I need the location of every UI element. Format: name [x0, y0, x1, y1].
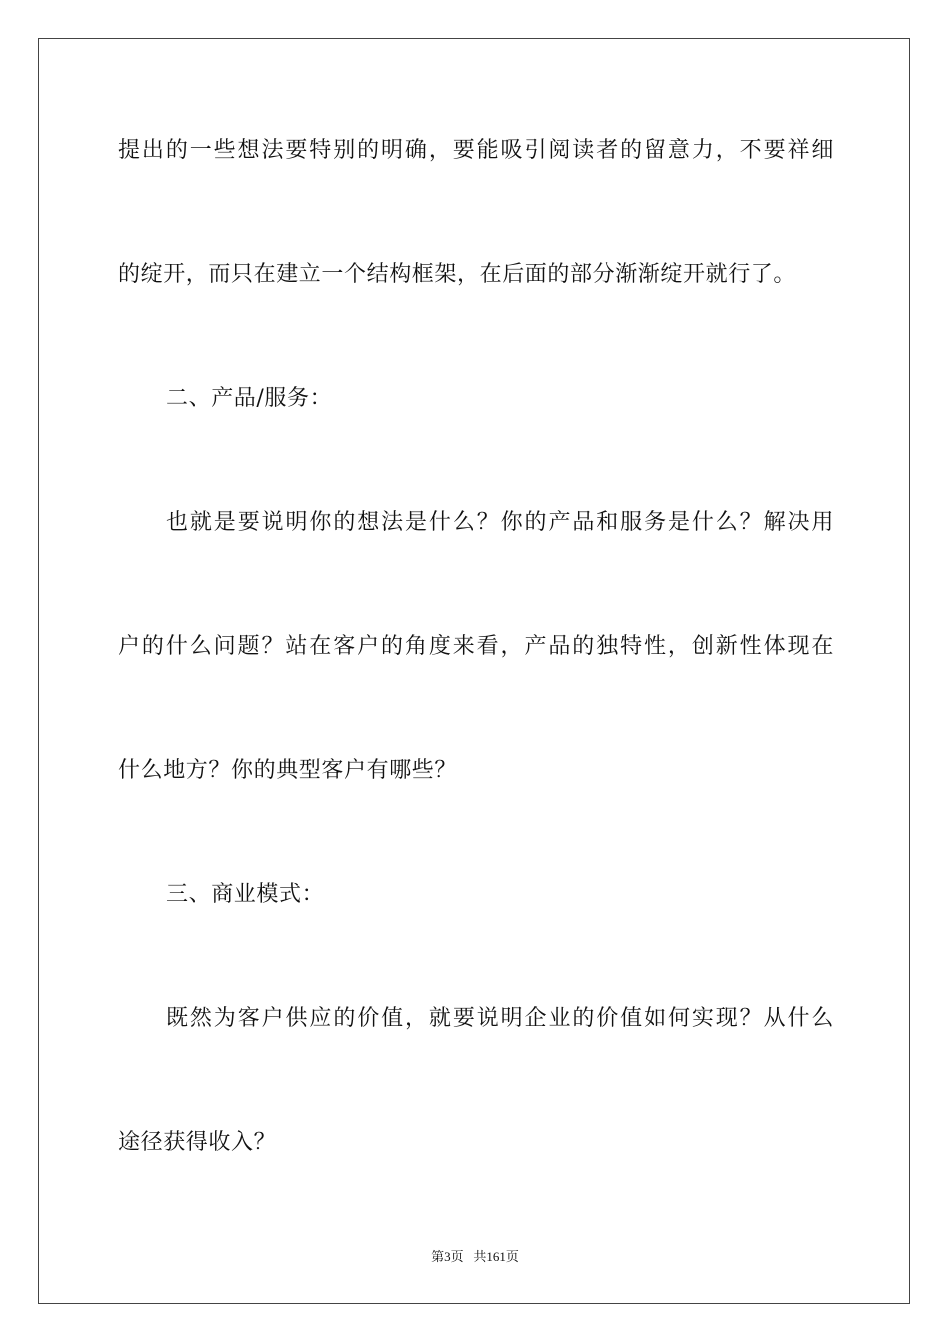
page-footer — [0, 1246, 950, 1265]
body-text-line: 途径获得收入？ — [118, 1130, 277, 1155]
body-text-line: 也就是要说明你的想法是什么？你的产品和服务是什么？解决用 — [166, 510, 834, 535]
page-total: 共161页 — [473, 1249, 519, 1264]
section-heading-product: 二、产品/服务： — [166, 386, 333, 411]
page-number: 第3页 — [431, 1249, 464, 1264]
body-text-line: 户的什么问题？站在客户的角度来看，产品的独特性，创新性体现在 — [118, 634, 834, 659]
body-text-line: 什么地方？你的典型客户有哪些？ — [118, 758, 458, 783]
body-text-line: 提出的一些想法要特别的明确，要能吸引阅读者的留意力，不要祥细 — [118, 138, 834, 163]
body-text-line: 的绽开，而只在建立一个结构框架，在后面的部分渐渐绽开就行了。 — [118, 262, 797, 287]
body-text-line: 既然为客户供应的价值，就要说明企业的价值如何实现？从什么 — [166, 1006, 834, 1031]
section-heading-business-model: 三、商业模式： — [166, 882, 325, 907]
page-border — [38, 38, 910, 1304]
